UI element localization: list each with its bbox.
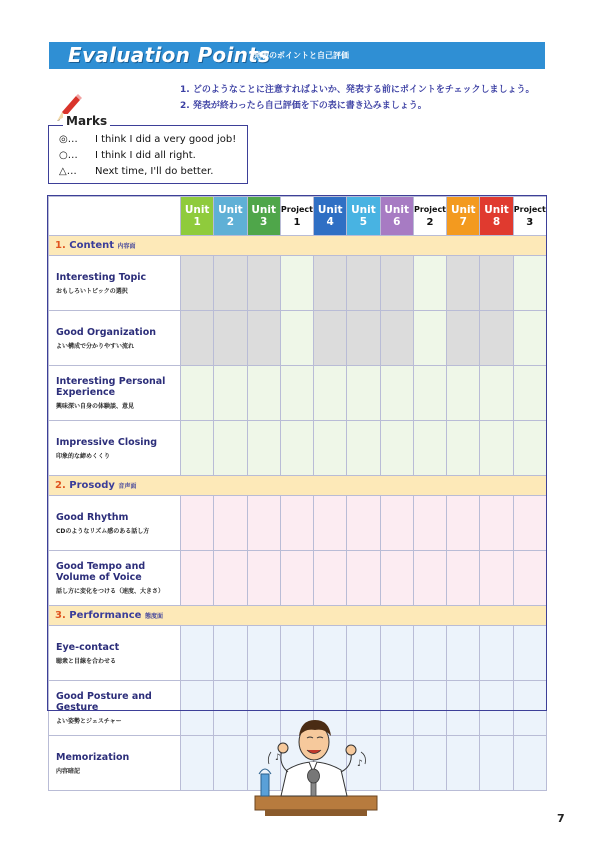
- evaluation-cell[interactable]: [181, 681, 214, 736]
- criterion-label: [49, 496, 181, 551]
- criterion-row: [49, 551, 547, 606]
- section-jp: 態度面: [144, 613, 163, 620]
- evaluation-cell[interactable]: [347, 366, 380, 421]
- evaluation-cell[interactable]: [480, 681, 513, 736]
- section-jp: 音声面: [118, 483, 137, 490]
- evaluation-cell[interactable]: [214, 626, 247, 681]
- criterion-row: [49, 421, 547, 476]
- column-header-number: 1: [193, 216, 201, 228]
- evaluation-cell[interactable]: [380, 366, 413, 421]
- evaluation-cell[interactable]: [314, 421, 347, 476]
- evaluation-cell[interactable]: [214, 551, 247, 606]
- instruction-1: 1. どのようなことに注意すればよいか、発表する前にポイントをチェックしましょう。: [180, 85, 535, 95]
- evaluation-cell[interactable]: [447, 626, 480, 681]
- column-header-number: 5: [359, 216, 368, 228]
- column-header-label: Project: [513, 205, 546, 214]
- criterion-en: Interesting Topic: [56, 271, 147, 283]
- criterion-en: Good Organization: [56, 326, 156, 338]
- evaluation-cell[interactable]: [347, 256, 380, 311]
- section-name: Prosody: [69, 480, 115, 491]
- evaluation-cell[interactable]: [181, 736, 214, 791]
- column-header-number: 2: [226, 216, 235, 228]
- evaluation-cell[interactable]: [314, 626, 347, 681]
- evaluation-cell[interactable]: [480, 421, 513, 476]
- section-label: [49, 606, 547, 626]
- evaluation-cell[interactable]: [247, 551, 280, 606]
- column-header-project-2: [413, 197, 446, 236]
- evaluation-cell[interactable]: [513, 311, 546, 366]
- evaluation-cell[interactable]: [413, 311, 446, 366]
- double-circle-mark: ◎…: [59, 134, 78, 145]
- evaluation-cell[interactable]: [181, 366, 214, 421]
- column-header-number: 1: [293, 217, 301, 228]
- evaluation-cell[interactable]: [181, 421, 214, 476]
- evaluation-cell[interactable]: [347, 551, 380, 606]
- header-corner: [49, 197, 181, 236]
- evaluation-cell[interactable]: [214, 496, 247, 551]
- criterion-row: [49, 256, 547, 311]
- criterion-en: Eye-contact: [56, 641, 120, 653]
- triangle-mark: △…: [59, 166, 77, 177]
- column-header-project-1: [280, 197, 313, 236]
- evaluation-cell[interactable]: [280, 311, 313, 366]
- section-number: 3.: [55, 610, 66, 621]
- instruction-2: 2. 発表が終わったら自己評価を下の表に書き込みましょう。: [180, 101, 427, 111]
- evaluation-cell[interactable]: [280, 256, 313, 311]
- column-header-label: Unit: [184, 204, 210, 216]
- column-header-number: 3: [526, 217, 534, 228]
- evaluation-cell[interactable]: [181, 256, 214, 311]
- column-header-label: Unit: [317, 204, 343, 216]
- evaluation-cell[interactable]: [214, 311, 247, 366]
- evaluation-cell[interactable]: [280, 551, 313, 606]
- evaluation-cell[interactable]: [480, 626, 513, 681]
- evaluation-cell[interactable]: [247, 496, 280, 551]
- criterion-label: [49, 366, 181, 421]
- criterion-jp: 話し方に変化をつける（速度、大きさ）: [56, 588, 165, 595]
- criterion-jp: CDのようなリズム感のある話し方: [56, 527, 150, 535]
- evaluation-cell[interactable]: [513, 496, 546, 551]
- evaluation-cell[interactable]: [380, 311, 413, 366]
- evaluation-cell[interactable]: [347, 626, 380, 681]
- evaluation-cell[interactable]: [513, 736, 546, 791]
- column-header-number: 3: [260, 216, 268, 228]
- evaluation-cell[interactable]: [513, 421, 546, 476]
- column-header-number: 7: [459, 216, 467, 228]
- criterion-jp: 興味深い自身の体験談、意見: [56, 403, 135, 410]
- evaluation-cell[interactable]: [513, 366, 546, 421]
- evaluation-cell[interactable]: [280, 496, 313, 551]
- evaluation-cell[interactable]: [413, 551, 446, 606]
- column-header-unit-3: [247, 197, 280, 236]
- section-number: 2.: [55, 480, 66, 491]
- criterion-jp: 聴衆と目線を合わせる: [56, 657, 117, 665]
- evaluation-cell[interactable]: [314, 551, 347, 606]
- evaluation-cell[interactable]: [480, 366, 513, 421]
- evaluation-cell[interactable]: [181, 626, 214, 681]
- section-header-performance: [49, 606, 547, 626]
- presenter-illustration: [245, 712, 385, 820]
- evaluation-cell[interactable]: [247, 626, 280, 681]
- criterion-row: [49, 311, 547, 366]
- column-header-number: 6: [393, 216, 401, 228]
- evaluation-cell[interactable]: [447, 366, 480, 421]
- column-header-unit-4: [314, 197, 347, 236]
- evaluation-cell[interactable]: [480, 736, 513, 791]
- evaluation-cell[interactable]: [413, 626, 446, 681]
- evaluation-cell[interactable]: [214, 366, 247, 421]
- criterion-en: Impressive Closing: [56, 436, 158, 448]
- evaluation-cell[interactable]: [513, 256, 546, 311]
- evaluation-cell[interactable]: [480, 311, 513, 366]
- evaluation-cell[interactable]: [413, 256, 446, 311]
- criterion-row: [49, 366, 547, 421]
- evaluation-cell[interactable]: [347, 311, 380, 366]
- section-name: Performance: [69, 610, 142, 621]
- evaluation-cell[interactable]: [480, 496, 513, 551]
- criterion-label: [49, 421, 181, 476]
- criterion-row: [49, 626, 547, 681]
- mark-very-good: ◎… I think I did a very good job!: [59, 134, 237, 145]
- column-header-unit-5: [347, 197, 380, 236]
- evaluation-cell[interactable]: [280, 626, 313, 681]
- evaluation-cell[interactable]: [247, 366, 280, 421]
- evaluation-cell[interactable]: [280, 421, 313, 476]
- evaluation-cell[interactable]: [447, 496, 480, 551]
- criterion-label: [49, 736, 181, 791]
- evaluation-cell[interactable]: [447, 256, 480, 311]
- column-header-number: 4: [326, 216, 334, 228]
- evaluation-cell[interactable]: [380, 736, 413, 791]
- column-header-label: Unit: [484, 204, 509, 216]
- mark-do-better: △… Next time, I'll do better.: [59, 166, 214, 177]
- evaluation-table: [48, 196, 547, 791]
- criterion-en: Good Rhythm: [56, 511, 129, 523]
- criterion-label: [49, 626, 181, 681]
- evaluation-cell[interactable]: [214, 681, 247, 736]
- evaluation-cell[interactable]: [413, 736, 446, 791]
- evaluation-cell[interactable]: [413, 681, 446, 736]
- header-row: [49, 197, 547, 236]
- evaluation-cell[interactable]: [447, 551, 480, 606]
- section-name: Content: [69, 240, 115, 251]
- criterion-label: [49, 551, 181, 606]
- criterion-jp: よい姿勢とジェスチャー: [56, 718, 122, 725]
- evaluation-cell[interactable]: [314, 256, 347, 311]
- criterion-label: [49, 681, 181, 736]
- column-header-project-3: [513, 197, 546, 236]
- criterion-en: Good Posture and Gesture: [56, 691, 152, 713]
- criterion-jp: 印象的な締めくくり: [56, 452, 111, 460]
- evaluation-cell[interactable]: [181, 551, 214, 606]
- criterion-en: Memorization: [56, 751, 130, 763]
- criterion-en: Good Tempo and Volume of Voice: [56, 561, 146, 583]
- evaluation-cell[interactable]: [247, 311, 280, 366]
- evaluation-cell[interactable]: [447, 736, 480, 791]
- evaluation-cell[interactable]: [513, 681, 546, 736]
- evaluation-cell[interactable]: [513, 626, 546, 681]
- evaluation-cell[interactable]: [314, 311, 347, 366]
- evaluation-cell[interactable]: [280, 366, 313, 421]
- criterion-label: [49, 256, 181, 311]
- evaluation-cell[interactable]: [480, 256, 513, 311]
- criterion-jp: おもしろいトピックの選択: [56, 287, 128, 295]
- evaluation-cell[interactable]: [447, 681, 480, 736]
- section-header-content: [49, 236, 547, 256]
- evaluation-cell[interactable]: [513, 551, 546, 606]
- marks-title: Marks: [63, 114, 110, 128]
- evaluation-cell[interactable]: [247, 256, 280, 311]
- evaluation-cell[interactable]: [380, 626, 413, 681]
- evaluation-cell[interactable]: [214, 256, 247, 311]
- evaluation-cell[interactable]: [247, 421, 280, 476]
- page-number: 7: [557, 812, 565, 825]
- column-header-unit-2: [214, 197, 247, 236]
- evaluation-cell[interactable]: [447, 421, 480, 476]
- column-header-label: Unit: [450, 204, 476, 216]
- evaluation-cell[interactable]: [380, 551, 413, 606]
- evaluation-cell[interactable]: [413, 366, 446, 421]
- column-header-label: Unit: [218, 204, 243, 216]
- svg-text:♪: ♪: [357, 759, 363, 769]
- column-header-label: Project: [280, 205, 313, 214]
- page-subtitle: 発表のポイントと自己評価: [253, 51, 349, 60]
- svg-text:♪: ♪: [275, 753, 281, 763]
- column-header-unit-1: [181, 197, 214, 236]
- header-banner: [49, 42, 545, 69]
- evaluation-cell[interactable]: [214, 736, 247, 791]
- evaluation-cell[interactable]: [181, 311, 214, 366]
- evaluation-cell[interactable]: [447, 311, 480, 366]
- evaluation-cell[interactable]: [214, 421, 247, 476]
- criterion-jp: 内容暗記: [56, 767, 81, 775]
- evaluation-cell[interactable]: [314, 366, 347, 421]
- evaluation-cell[interactable]: [314, 496, 347, 551]
- marks-legend: [48, 125, 248, 184]
- criterion-row: [49, 496, 547, 551]
- criterion-label: [49, 311, 181, 366]
- evaluation-cell[interactable]: [347, 421, 380, 476]
- evaluation-cell[interactable]: [413, 496, 446, 551]
- column-header-unit-8: [480, 197, 513, 236]
- evaluation-cell[interactable]: [380, 681, 413, 736]
- section-label: [49, 236, 547, 256]
- column-header-unit-7: [447, 197, 480, 236]
- column-header-label: Project: [413, 205, 447, 214]
- section-number: 1.: [55, 240, 66, 251]
- evaluation-cell[interactable]: [347, 496, 380, 551]
- column-header-unit-6: [380, 197, 413, 236]
- mark-all-right: ○… I think I did all right.: [59, 150, 196, 161]
- evaluation-cell[interactable]: [181, 496, 214, 551]
- evaluation-cell[interactable]: [380, 496, 413, 551]
- page-title: Evaluation Points: [68, 43, 271, 67]
- evaluation-cell[interactable]: [480, 551, 513, 606]
- section-jp: 内容面: [117, 243, 136, 250]
- criterion-jp: よい構成で分かりやすい流れ: [56, 342, 135, 350]
- circle-mark: ○…: [59, 150, 78, 161]
- column-header-number: 2: [426, 217, 434, 228]
- evaluation-cell[interactable]: [413, 421, 446, 476]
- evaluation-cell[interactable]: [380, 421, 413, 476]
- criterion-en: Interesting Personal Experience: [56, 376, 166, 398]
- column-header-label: Unit: [251, 204, 276, 216]
- section-header-prosody: [49, 476, 547, 496]
- evaluation-cell[interactable]: [380, 256, 413, 311]
- column-header-number: 8: [492, 216, 501, 228]
- section-label: [49, 476, 547, 496]
- column-header-label: Unit: [351, 204, 376, 216]
- column-header-label: Unit: [384, 204, 410, 216]
